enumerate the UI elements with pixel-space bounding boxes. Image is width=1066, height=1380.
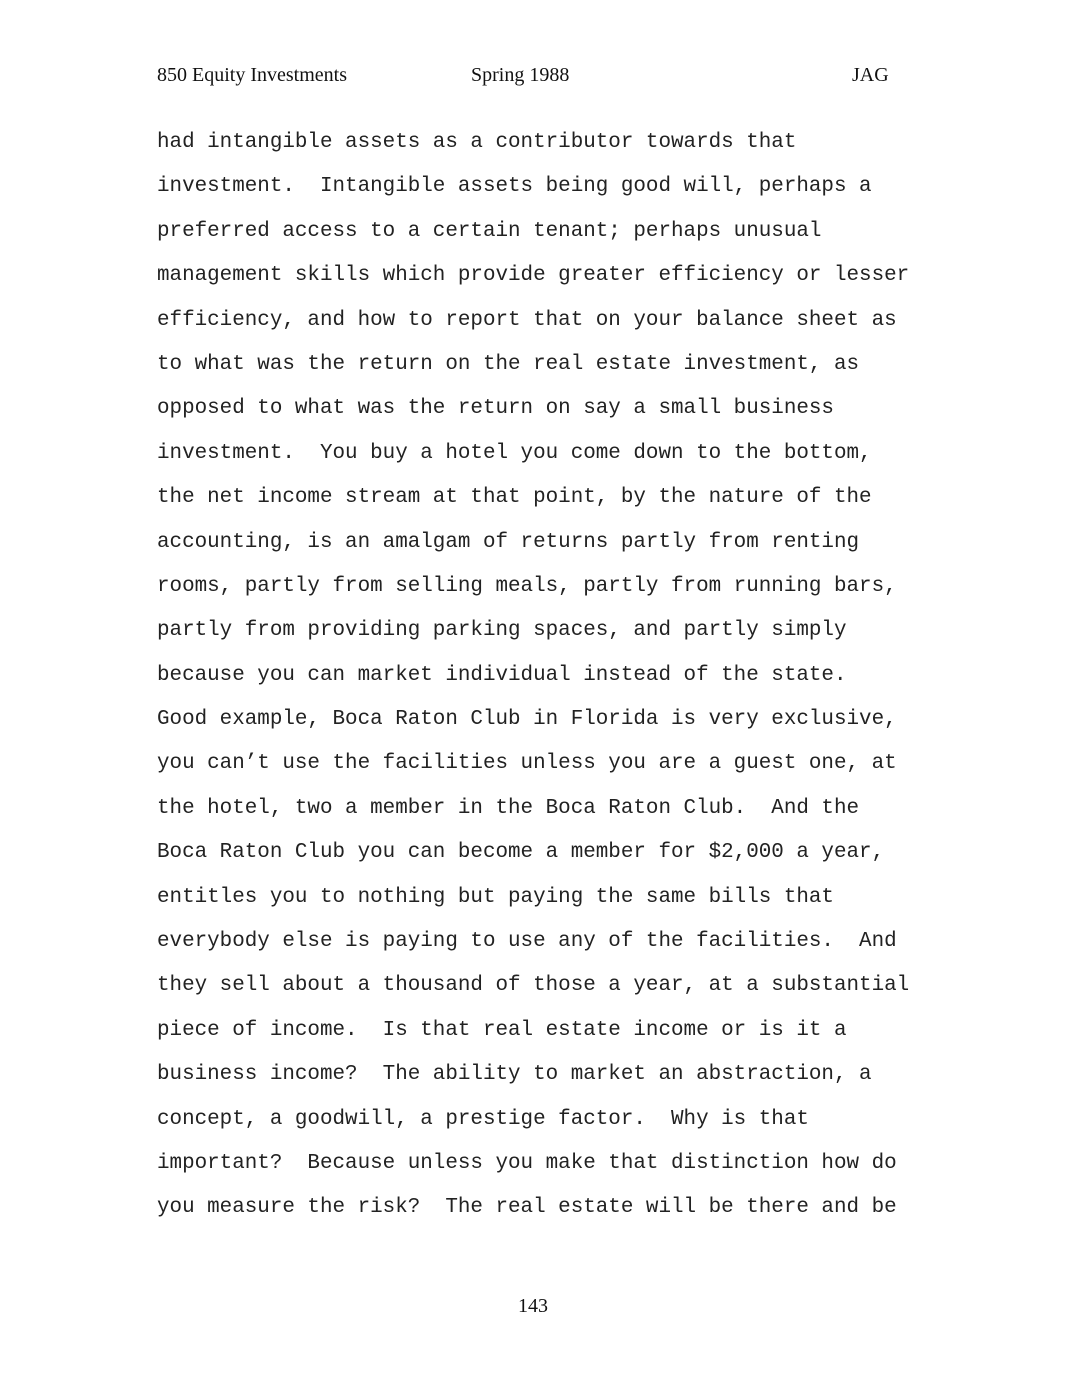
body-line: to what was the return on the real estate investment, as	[157, 352, 860, 376]
body-line: efficiency, and how to report that on your balance sheet as	[157, 308, 897, 332]
body-line: because you can market individual instead of the state.	[157, 663, 847, 687]
header-course-title: 850 Equity Investments	[157, 64, 347, 86]
body-line: investment. You buy a hotel you come down to the bottom,	[157, 441, 872, 465]
transcript-body	[157, 121, 1037, 1231]
body-line: accounting, is an amalgam of returns partly from renting	[157, 530, 860, 554]
body-line: concept, a goodwill, a prestige factor. Why is that	[157, 1107, 809, 1131]
body-line: opposed to what was the return on say a small business	[157, 397, 834, 421]
body-line: management skills which provide greater efficiency or lesser	[157, 264, 910, 288]
body-line: Good example, Boca Raton Club in Florida is very exclusive,	[157, 708, 897, 732]
body-line: the hotel, two a member in the Boca Raton Club. And the	[157, 796, 860, 820]
body-line: Boca Raton Club you can become a member for $2,000 a year,	[157, 841, 885, 865]
body-line: partly from providing parking spaces, and partly simply	[157, 619, 847, 643]
body-line: you measure the risk? The real estate will be there and be	[157, 1196, 897, 1220]
body-line: investment. Intangible assets being good will, perhaps a	[157, 175, 872, 199]
body-line: piece of income. Is that real estate income or is it a	[157, 1018, 847, 1042]
body-line: rooms, partly from selling meals, partly from running bars,	[157, 574, 897, 598]
body-line: entitles you to nothing but paying the same bills that	[157, 885, 834, 909]
body-line: they sell about a thousand of those a year, at a substantial	[157, 974, 910, 998]
body-line: preferred access to a certain tenant; perhaps unusual	[157, 219, 822, 243]
body-line: important? Because unless you make that distinction how do	[157, 1151, 897, 1175]
header-initials: JAG	[852, 64, 889, 86]
body-line: business income? The ability to market an abstraction, a	[157, 1063, 872, 1087]
header-term: Spring 1988	[471, 64, 570, 86]
body-line: the net income stream at that point, by the nature of the	[157, 486, 872, 510]
page-number: 143	[518, 1295, 548, 1317]
body-line: you can’t use the facilities unless you are a guest one, at	[157, 752, 897, 776]
body-line: everybody else is paying to use any of the facilities. And	[157, 930, 897, 954]
body-line: had intangible assets as a contributor towards that	[157, 131, 797, 154]
